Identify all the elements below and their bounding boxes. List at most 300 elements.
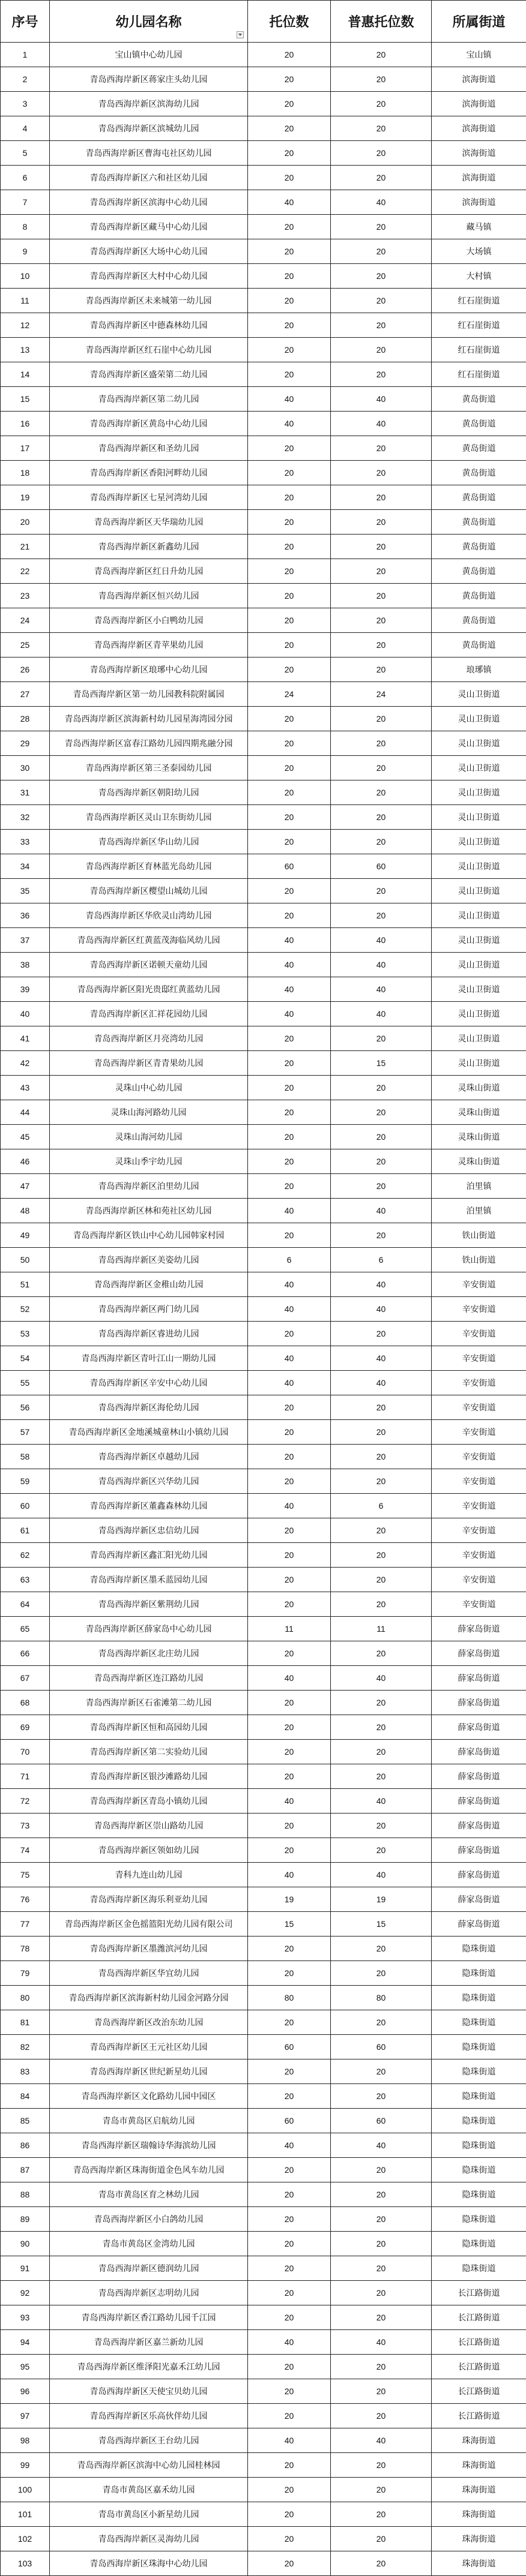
cell-capacity: 40 — [248, 2330, 331, 2355]
cell-inclusive-capacity: 20 — [331, 1568, 432, 1592]
table-row — [1, 1666, 526, 1691]
cell-inclusive-capacity: 20 — [331, 166, 432, 190]
cell-street: 黄岛街道 — [432, 412, 526, 436]
cell-street: 辛安街道 — [432, 1420, 526, 1445]
cell-street: 长江路街道 — [432, 2355, 526, 2379]
cell-kindergarten-name: 青岛西海岸新区小白鸽幼儿园 — [50, 2207, 248, 2232]
table-row — [1, 141, 526, 166]
table-row — [1, 2527, 526, 2551]
cell-capacity: 40 — [248, 2428, 331, 2453]
cell-capacity: 40 — [248, 1002, 331, 1026]
table-row — [1, 1100, 526, 1125]
cell-inclusive-capacity: 20 — [331, 2059, 432, 2084]
cell-index: 76 — [1, 1887, 50, 1912]
cell-kindergarten-name: 青岛西海岸新区朝阳幼儿园 — [50, 780, 248, 805]
cell-capacity: 20 — [248, 2207, 331, 2232]
filter-dropdown-icon[interactable] — [237, 31, 244, 38]
cell-capacity: 19 — [248, 1887, 331, 1912]
cell-kindergarten-name: 青岛西海岸新区乐高伙伴幼儿园 — [50, 2404, 248, 2428]
cell-kindergarten-name: 青岛西海岸新区泊里幼儿园 — [50, 1174, 248, 1199]
cell-street: 薛家岛街道 — [432, 1740, 526, 1764]
cell-index: 13 — [1, 338, 50, 362]
cell-capacity: 20 — [248, 116, 331, 141]
table-row — [1, 1125, 526, 1149]
cell-street: 隐珠街道 — [432, 2182, 526, 2207]
cell-inclusive-capacity: 20 — [331, 1420, 432, 1445]
cell-index: 52 — [1, 1297, 50, 1322]
cell-street: 薛家岛街道 — [432, 1863, 526, 1887]
cell-street: 铁山街道 — [432, 1248, 526, 1272]
table-row — [1, 928, 526, 953]
table-row — [1, 2084, 526, 2109]
table-row — [1, 535, 526, 559]
cell-kindergarten-name: 青岛市黄岛区启航幼儿园 — [50, 2109, 248, 2133]
cell-kindergarten-name: 青岛西海岸新区领如幼儿园 — [50, 1838, 248, 1863]
cell-inclusive-capacity: 20 — [331, 141, 432, 166]
cell-capacity: 40 — [248, 412, 331, 436]
cell-index: 100 — [1, 2478, 50, 2502]
table-row — [1, 2256, 526, 2281]
table-row — [1, 2109, 526, 2133]
cell-kindergarten-name: 青岛西海岸新区未来城第一幼儿园 — [50, 289, 248, 313]
cell-street: 灵山卫街道 — [432, 1002, 526, 1026]
cell-street: 薛家岛街道 — [432, 1912, 526, 1936]
cell-inclusive-capacity: 40 — [331, 1666, 432, 1691]
cell-street: 灵山卫街道 — [432, 1026, 526, 1051]
cell-kindergarten-name: 青岛西海岸新区海乐利亚幼儿园 — [50, 1887, 248, 1912]
cell-street: 隐珠街道 — [432, 2059, 526, 2084]
cell-kindergarten-name: 青岛西海岸新区石雀滩第二幼儿园 — [50, 1691, 248, 1715]
cell-inclusive-capacity: 20 — [331, 43, 432, 67]
cell-capacity: 20 — [248, 2256, 331, 2281]
cell-inclusive-capacity: 20 — [331, 1764, 432, 1789]
table-row — [1, 239, 526, 264]
cell-capacity: 20 — [248, 1838, 331, 1863]
cell-kindergarten-name: 青岛西海岸新区金地溪城童林山小镇幼儿园 — [50, 1420, 248, 1445]
cell-index: 57 — [1, 1420, 50, 1445]
cell-index: 1 — [1, 43, 50, 67]
cell-index: 9 — [1, 239, 50, 264]
cell-index: 98 — [1, 2428, 50, 2453]
cell-inclusive-capacity: 6 — [331, 1248, 432, 1272]
column-header-name — [50, 1, 248, 43]
cell-index: 53 — [1, 1322, 50, 1346]
cell-kindergarten-name: 青岛西海岸新区第二幼儿园 — [50, 387, 248, 412]
cell-street: 长江路街道 — [432, 2281, 526, 2305]
cell-kindergarten-name: 青岛西海岸新区红石崖中心幼儿园 — [50, 338, 248, 362]
table-row — [1, 2453, 526, 2478]
cell-index: 3 — [1, 92, 50, 116]
cell-kindergarten-name: 青岛西海岸新区海伦幼儿园 — [50, 1395, 248, 1420]
cell-street: 黄岛街道 — [432, 485, 526, 510]
cell-kindergarten-name: 青岛西海岸新区大场中心幼儿园 — [50, 239, 248, 264]
cell-index: 80 — [1, 1986, 50, 2010]
table-row — [1, 1764, 526, 1789]
cell-capacity: 20 — [248, 215, 331, 239]
cell-capacity: 20 — [248, 780, 331, 805]
cell-inclusive-capacity: 6 — [331, 1494, 432, 1518]
table-row — [1, 2379, 526, 2404]
cell-kindergarten-name: 青岛西海岸新区德润幼儿园 — [50, 2256, 248, 2281]
cell-inclusive-capacity: 20 — [331, 436, 432, 461]
cell-inclusive-capacity: 40 — [331, 1346, 432, 1371]
cell-index: 90 — [1, 2232, 50, 2256]
table-row — [1, 1986, 526, 2010]
table-row — [1, 1174, 526, 1199]
cell-inclusive-capacity: 20 — [331, 1936, 432, 1961]
cell-inclusive-capacity: 20 — [331, 1592, 432, 1617]
cell-inclusive-capacity: 40 — [331, 2428, 432, 2453]
cell-inclusive-capacity: 20 — [331, 2281, 432, 2305]
cell-street: 黄岛街道 — [432, 559, 526, 584]
cell-kindergarten-name: 青岛西海岸新区盛荣第二幼儿园 — [50, 362, 248, 387]
table-row — [1, 1346, 526, 1371]
cell-index: 87 — [1, 2158, 50, 2182]
cell-street: 辛安街道 — [432, 1469, 526, 1494]
cell-capacity: 20 — [248, 1740, 331, 1764]
cell-inclusive-capacity: 40 — [331, 1297, 432, 1322]
cell-street: 珠海街道 — [432, 2551, 526, 2576]
cell-inclusive-capacity: 40 — [331, 2330, 432, 2355]
cell-capacity: 20 — [248, 1420, 331, 1445]
cell-street: 辛安街道 — [432, 1518, 526, 1543]
cell-inclusive-capacity: 60 — [331, 2109, 432, 2133]
cell-street: 薛家岛街道 — [432, 1887, 526, 1912]
table-row — [1, 190, 526, 215]
cell-index: 71 — [1, 1764, 50, 1789]
cell-inclusive-capacity: 11 — [331, 1617, 432, 1641]
table-row — [1, 903, 526, 928]
cell-inclusive-capacity: 20 — [331, 67, 432, 92]
cell-index: 67 — [1, 1666, 50, 1691]
cell-kindergarten-name: 青岛西海岸新区青叶江山一期幼儿园 — [50, 1346, 248, 1371]
cell-kindergarten-name: 青岛西海岸新区红黄蓝茂海临风幼儿园 — [50, 928, 248, 953]
cell-kindergarten-name: 青岛西海岸新区王台幼儿园 — [50, 2428, 248, 2453]
cell-capacity: 40 — [248, 1494, 331, 1518]
cell-index: 21 — [1, 535, 50, 559]
cell-inclusive-capacity: 20 — [331, 535, 432, 559]
cell-index: 26 — [1, 657, 50, 682]
table-row — [1, 2035, 526, 2059]
cell-kindergarten-name: 青岛市黄岛区金湾幼儿园 — [50, 2232, 248, 2256]
cell-street: 隐珠街道 — [432, 1986, 526, 2010]
cell-capacity: 20 — [248, 289, 331, 313]
cell-street: 辛安街道 — [432, 1494, 526, 1518]
cell-index: 68 — [1, 1691, 50, 1715]
cell-capacity: 20 — [248, 2478, 331, 2502]
cell-street: 泊里镇 — [432, 1199, 526, 1223]
cell-capacity: 20 — [248, 2404, 331, 2428]
cell-inclusive-capacity: 40 — [331, 953, 432, 977]
cell-kindergarten-name: 青岛西海岸新区卓越幼儿园 — [50, 1445, 248, 1469]
cell-kindergarten-name: 青岛西海岸新区滨海幼儿园 — [50, 92, 248, 116]
cell-capacity: 20 — [248, 608, 331, 633]
cell-capacity: 40 — [248, 1272, 331, 1297]
cell-kindergarten-name: 青岛西海岸新区薛家岛中心幼儿园 — [50, 1617, 248, 1641]
cell-kindergarten-name: 青岛西海岸新区红日升幼儿园 — [50, 559, 248, 584]
cell-capacity: 20 — [248, 830, 331, 854]
cell-capacity: 20 — [248, 1051, 331, 1076]
cell-street: 珠海街道 — [432, 2478, 526, 2502]
table-row — [1, 1592, 526, 1617]
cell-index: 102 — [1, 2527, 50, 2551]
cell-capacity: 20 — [248, 657, 331, 682]
table-row — [1, 633, 526, 657]
cell-index: 36 — [1, 903, 50, 928]
cell-index: 15 — [1, 387, 50, 412]
cell-capacity: 20 — [248, 535, 331, 559]
cell-index: 2 — [1, 67, 50, 92]
cell-street: 长江路街道 — [432, 2404, 526, 2428]
cell-capacity: 60 — [248, 2109, 331, 2133]
cell-index: 97 — [1, 2404, 50, 2428]
cell-inclusive-capacity: 20 — [331, 707, 432, 731]
table-row — [1, 362, 526, 387]
cell-street: 薛家岛街道 — [432, 1814, 526, 1838]
cell-inclusive-capacity: 20 — [331, 2232, 432, 2256]
cell-index: 101 — [1, 2502, 50, 2527]
cell-index: 5 — [1, 141, 50, 166]
cell-index: 92 — [1, 2281, 50, 2305]
column-header-index: 序号 — [1, 1, 50, 43]
table-row — [1, 1469, 526, 1494]
cell-street: 琅琊镇 — [432, 657, 526, 682]
cell-index: 62 — [1, 1543, 50, 1568]
cell-index: 77 — [1, 1912, 50, 1936]
cell-street: 薛家岛街道 — [432, 1764, 526, 1789]
cell-capacity: 20 — [248, 166, 331, 190]
cell-capacity: 20 — [248, 1543, 331, 1568]
cell-kindergarten-name: 青岛西海岸新区两门幼儿园 — [50, 1297, 248, 1322]
cell-inclusive-capacity: 20 — [331, 805, 432, 830]
table-row — [1, 854, 526, 879]
cell-capacity: 40 — [248, 1297, 331, 1322]
cell-index: 19 — [1, 485, 50, 510]
cell-capacity: 20 — [248, 338, 331, 362]
cell-index: 14 — [1, 362, 50, 387]
cell-capacity: 20 — [248, 2281, 331, 2305]
table-row — [1, 780, 526, 805]
cell-capacity: 20 — [248, 1100, 331, 1125]
table-row — [1, 2207, 526, 2232]
cell-capacity: 20 — [248, 264, 331, 289]
cell-inclusive-capacity: 40 — [331, 387, 432, 412]
cell-capacity: 20 — [248, 2232, 331, 2256]
cell-capacity: 20 — [248, 1518, 331, 1543]
cell-kindergarten-name: 青岛西海岸新区和圣幼儿园 — [50, 436, 248, 461]
cell-kindergarten-name: 青岛西海岸新区天使宝贝幼儿园 — [50, 2379, 248, 2404]
table-row — [1, 977, 526, 1002]
cell-index: 38 — [1, 953, 50, 977]
table-row — [1, 43, 526, 67]
cell-inclusive-capacity: 80 — [331, 1986, 432, 2010]
cell-street: 灵山卫街道 — [432, 953, 526, 977]
table-row — [1, 264, 526, 289]
cell-index: 40 — [1, 1002, 50, 1026]
cell-inclusive-capacity: 20 — [331, 1026, 432, 1051]
cell-street: 辛安街道 — [432, 1346, 526, 1371]
cell-index: 66 — [1, 1641, 50, 1666]
table-row — [1, 2428, 526, 2453]
cell-inclusive-capacity: 20 — [331, 2084, 432, 2109]
cell-index: 6 — [1, 166, 50, 190]
cell-street: 泊里镇 — [432, 1174, 526, 1199]
cell-inclusive-capacity: 15 — [331, 1051, 432, 1076]
cell-index: 73 — [1, 1814, 50, 1838]
cell-kindergarten-name: 青岛西海岸新区第二实验幼儿园 — [50, 1740, 248, 1764]
cell-capacity: 20 — [248, 633, 331, 657]
cell-kindergarten-name: 青岛西海岸新区志明幼儿园 — [50, 2281, 248, 2305]
cell-capacity: 40 — [248, 1346, 331, 1371]
cell-index: 99 — [1, 2453, 50, 2478]
cell-capacity: 40 — [248, 1199, 331, 1223]
cell-kindergarten-name: 青岛西海岸新区樱望山城幼儿园 — [50, 879, 248, 903]
table-row — [1, 1420, 526, 1445]
cell-capacity: 20 — [248, 362, 331, 387]
cell-index: 81 — [1, 2010, 50, 2035]
cell-capacity: 20 — [248, 239, 331, 264]
cell-inclusive-capacity: 20 — [331, 657, 432, 682]
cell-street: 辛安街道 — [432, 1543, 526, 1568]
cell-street: 黄岛街道 — [432, 510, 526, 535]
cell-capacity: 24 — [248, 682, 331, 707]
cell-street: 藏马镇 — [432, 215, 526, 239]
cell-street: 长江路街道 — [432, 2305, 526, 2330]
cell-kindergarten-name: 青岛西海岸新区月亮湾幼儿园 — [50, 1026, 248, 1051]
cell-street: 薛家岛街道 — [432, 1715, 526, 1740]
cell-capacity: 40 — [248, 387, 331, 412]
cell-street: 辛安街道 — [432, 1297, 526, 1322]
cell-kindergarten-name: 青岛市黄岛区育之林幼儿园 — [50, 2182, 248, 2207]
cell-street: 辛安街道 — [432, 1568, 526, 1592]
table-row — [1, 584, 526, 608]
cell-kindergarten-name: 灵珠山海河路幼儿园 — [50, 1100, 248, 1125]
table-row — [1, 2551, 526, 2576]
cell-kindergarten-name: 青岛西海岸新区恒兴幼儿园 — [50, 584, 248, 608]
table-row — [1, 1740, 526, 1764]
cell-street: 灵山卫街道 — [432, 707, 526, 731]
cell-capacity: 20 — [248, 2182, 331, 2207]
cell-kindergarten-name: 青岛西海岸新区墨禾蓝园幼儿园 — [50, 1568, 248, 1592]
cell-index: 55 — [1, 1371, 50, 1395]
cell-street: 红石崖街道 — [432, 362, 526, 387]
cell-inclusive-capacity: 20 — [331, 362, 432, 387]
cell-capacity: 20 — [248, 43, 331, 67]
cell-kindergarten-name: 青岛西海岸新区辛安中心幼儿园 — [50, 1371, 248, 1395]
cell-street: 灵山卫街道 — [432, 854, 526, 879]
cell-kindergarten-name: 青岛西海岸新区小白鸭幼儿园 — [50, 608, 248, 633]
cell-capacity: 20 — [248, 1715, 331, 1740]
cell-kindergarten-name: 青岛西海岸新区银沙滩路幼儿园 — [50, 1764, 248, 1789]
cell-street: 隐珠街道 — [432, 1936, 526, 1961]
cell-kindergarten-name: 青岛西海岸新区崇山路幼儿园 — [50, 1814, 248, 1838]
cell-kindergarten-name: 青岛西海岸新区文化路幼儿园中园区 — [50, 2084, 248, 2109]
cell-inclusive-capacity: 20 — [331, 1223, 432, 1248]
cell-index: 84 — [1, 2084, 50, 2109]
cell-kindergarten-name: 青岛西海岸新区珠海中心幼儿园 — [50, 2551, 248, 2576]
table-row — [1, 2182, 526, 2207]
table-header — [1, 1, 526, 43]
cell-inclusive-capacity: 20 — [331, 1691, 432, 1715]
cell-capacity: 20 — [248, 461, 331, 485]
cell-kindergarten-name: 青岛西海岸新区香阳河畔幼儿园 — [50, 461, 248, 485]
cell-kindergarten-name: 青岛西海岸新区藏马中心幼儿园 — [50, 215, 248, 239]
cell-index: 70 — [1, 1740, 50, 1764]
cell-street: 红石崖街道 — [432, 289, 526, 313]
cell-street: 黄岛街道 — [432, 436, 526, 461]
cell-street: 珠海街道 — [432, 2428, 526, 2453]
cell-index: 17 — [1, 436, 50, 461]
table-row — [1, 1887, 526, 1912]
cell-kindergarten-name: 青岛西海岸新区林和苑社区幼儿园 — [50, 1199, 248, 1223]
cell-index: 11 — [1, 289, 50, 313]
cell-street: 灵珠山街道 — [432, 1125, 526, 1149]
cell-index: 4 — [1, 116, 50, 141]
cell-index: 48 — [1, 1199, 50, 1223]
table-row — [1, 1789, 526, 1814]
cell-index: 41 — [1, 1026, 50, 1051]
cell-inclusive-capacity: 20 — [331, 1814, 432, 1838]
cell-kindergarten-name: 青岛西海岸新区滨海新村幼儿园星海湾园分园 — [50, 707, 248, 731]
cell-inclusive-capacity: 20 — [331, 633, 432, 657]
cell-street: 隐珠街道 — [432, 2035, 526, 2059]
cell-street: 灵山卫街道 — [432, 756, 526, 780]
cell-inclusive-capacity: 20 — [331, 1961, 432, 1986]
cell-capacity: 20 — [248, 67, 331, 92]
cell-inclusive-capacity: 20 — [331, 1715, 432, 1740]
cell-kindergarten-name: 青岛西海岸新区董鑫森林幼儿园 — [50, 1494, 248, 1518]
cell-inclusive-capacity: 20 — [331, 1641, 432, 1666]
cell-index: 103 — [1, 2551, 50, 2576]
cell-capacity: 15 — [248, 1912, 331, 1936]
cell-inclusive-capacity: 60 — [331, 854, 432, 879]
cell-kindergarten-name: 宝山镇中心幼儿园 — [50, 43, 248, 67]
cell-inclusive-capacity: 20 — [331, 1076, 432, 1100]
cell-inclusive-capacity: 20 — [331, 1543, 432, 1568]
cell-street: 薛家岛街道 — [432, 1838, 526, 1863]
table-row — [1, 1543, 526, 1568]
cell-index: 82 — [1, 2035, 50, 2059]
cell-inclusive-capacity: 20 — [331, 461, 432, 485]
table-row — [1, 2281, 526, 2305]
table-row — [1, 731, 526, 756]
cell-index: 50 — [1, 1248, 50, 1272]
cell-inclusive-capacity: 60 — [331, 2035, 432, 2059]
table-row — [1, 1617, 526, 1641]
cell-capacity: 40 — [248, 2133, 331, 2158]
cell-street: 辛安街道 — [432, 1322, 526, 1346]
cell-kindergarten-name: 青岛西海岸新区睿进幼儿园 — [50, 1322, 248, 1346]
cell-index: 49 — [1, 1223, 50, 1248]
cell-kindergarten-name: 青岛西海岸新区滨城幼儿园 — [50, 116, 248, 141]
cell-street: 灵山卫街道 — [432, 780, 526, 805]
cell-index: 12 — [1, 313, 50, 338]
cell-index: 51 — [1, 1272, 50, 1297]
cell-inclusive-capacity: 40 — [331, 977, 432, 1002]
table-row — [1, 1961, 526, 1986]
cell-index: 34 — [1, 854, 50, 879]
cell-kindergarten-name: 青岛西海岸新区阳光贵邸红黄蓝幼儿园 — [50, 977, 248, 1002]
cell-capacity: 20 — [248, 92, 331, 116]
cell-kindergarten-name: 青岛西海岸新区墨潍滨河幼儿园 — [50, 1936, 248, 1961]
cell-kindergarten-name: 青岛西海岸新区曹海屯社区幼儿园 — [50, 141, 248, 166]
cell-street: 长江路街道 — [432, 2379, 526, 2404]
cell-street: 辛安街道 — [432, 1395, 526, 1420]
cell-capacity: 40 — [248, 1863, 331, 1887]
cell-kindergarten-name: 青岛西海岸新区改治东幼儿园 — [50, 2010, 248, 2035]
cell-inclusive-capacity: 20 — [331, 2502, 432, 2527]
cell-index: 78 — [1, 1936, 50, 1961]
